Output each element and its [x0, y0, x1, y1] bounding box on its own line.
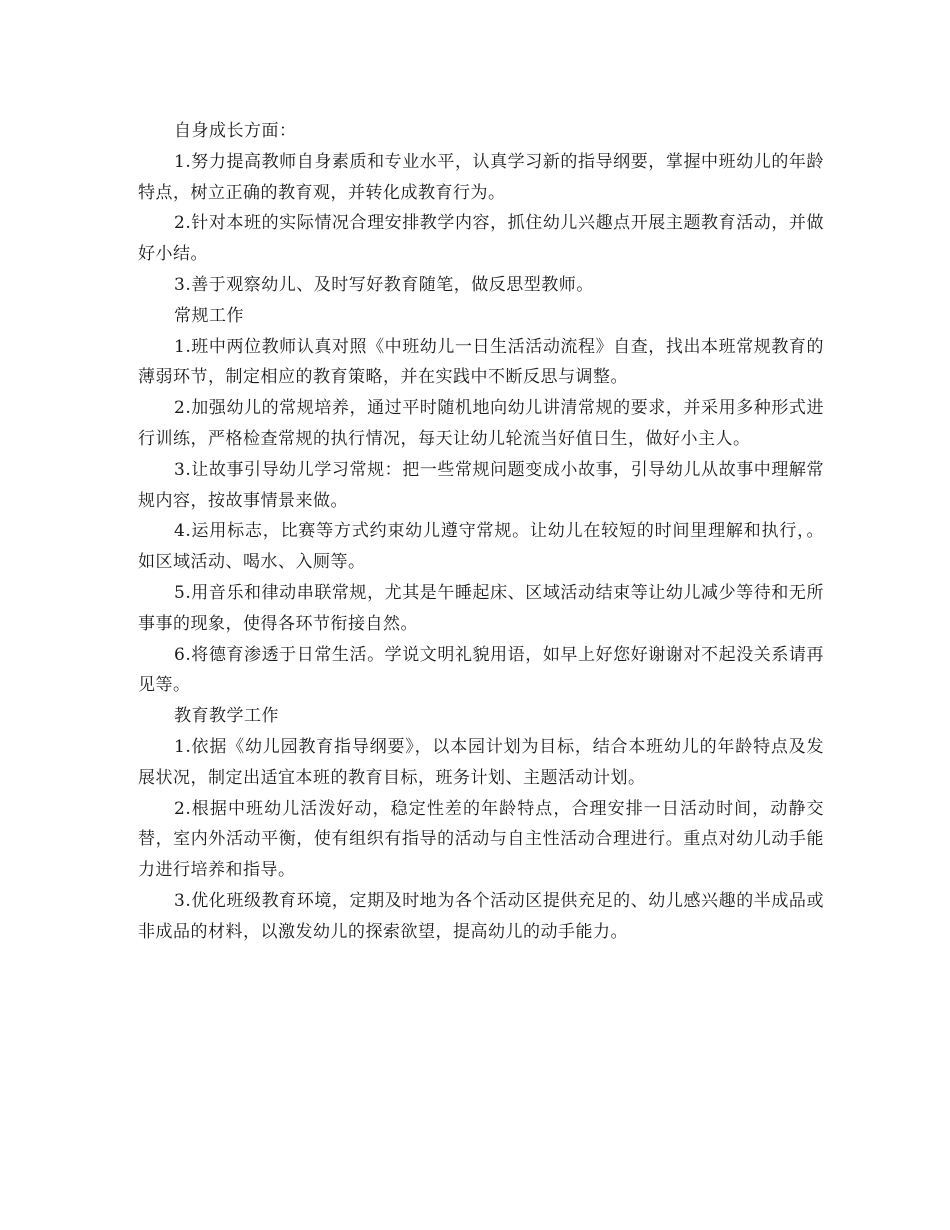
paragraph-routine-5: 5.用音乐和律动串联常规，尤其是午睡起床、区域活动结束等让幼儿减少等待和无所事事的现象，使得各环节衔接自然。: [138, 582, 824, 634]
paragraph-routine-3: 3.让故事引导幼儿学习常规：把一些常规问题变成小故事，引导幼儿从故事中理解常规内容，按故事情景来做。: [138, 459, 824, 511]
paragraph-routine-4: 4.运用标志，比赛等方式约束幼儿遵守常规。让幼儿在较短的时间里理解和执行，。如区域活动、喝水、入厕等。: [138, 521, 824, 573]
section-heading-routine-work: 常规工作: [174, 305, 244, 326]
paragraph-self-growth-2: 2.针对本班的实际情况合理安排教学内容，抓住幼儿兴趣点开展主题教育活动，并做好小结。: [138, 213, 824, 265]
paragraph-teaching-1: 1.依据《幼儿园教育指导纲要》，以本园计划为目标，结合本班幼儿的年龄特点及发展状况，制定出适宜本班的教育目标，班务计划、主题活动计划。: [138, 736, 824, 788]
paragraph-self-growth-3: 3.善于观察幼儿、及时写好教育随笔，做反思型教师。: [174, 274, 594, 295]
paragraph-teaching-2: 2.根据中班幼儿活泼好动，稳定性差的年龄特点，合理安排一日活动时间，动静交替，室内外活动平衡，使有组织有指导的活动与自主性活动合理进行。重点对幼儿动手能力进行培养和指导。: [138, 798, 824, 881]
paragraph-routine-1: 1.班中两位教师认真对照《中班幼儿一日生活活动流程》自查，找出本班常规教育的薄弱环节，制定相应的教育策略，并在实践中不断反思与调整。: [138, 336, 824, 388]
document-body: [138, 116, 824, 948]
paragraph-routine-6: 6.将德育渗透于日常生活。学说文明礼貌用语，如早上好您好谢谢对不起没关系请再见等。: [138, 644, 824, 696]
section-heading-self-growth: 自身成长方面：: [174, 121, 297, 141]
section-heading-teaching-work: 教育教学工作: [174, 706, 279, 727]
paragraph-self-growth-1: 1.努力提高教师自身素质和专业水平，认真学习新的指导纲要，掌握中班幼儿的年龄特点，树立正确的教育观，并转化成教育行为。: [138, 151, 824, 203]
paragraph-teaching-3: 3.优化班级教育环境，定期及时地为各个活动区提供充足的、幼儿感兴趣的半成品或非成品的材料，以激发幼儿的探索欲望，提高幼儿的动手能力。: [138, 890, 824, 942]
paragraph-routine-2: 2.加强幼儿的常规培养，通过平时随机地向幼儿讲清常规的要求，并采用多种形式进行训练，严格检查常规的执行情况，每天让幼儿轮流当好值日生，做好小主人。: [138, 398, 824, 449]
